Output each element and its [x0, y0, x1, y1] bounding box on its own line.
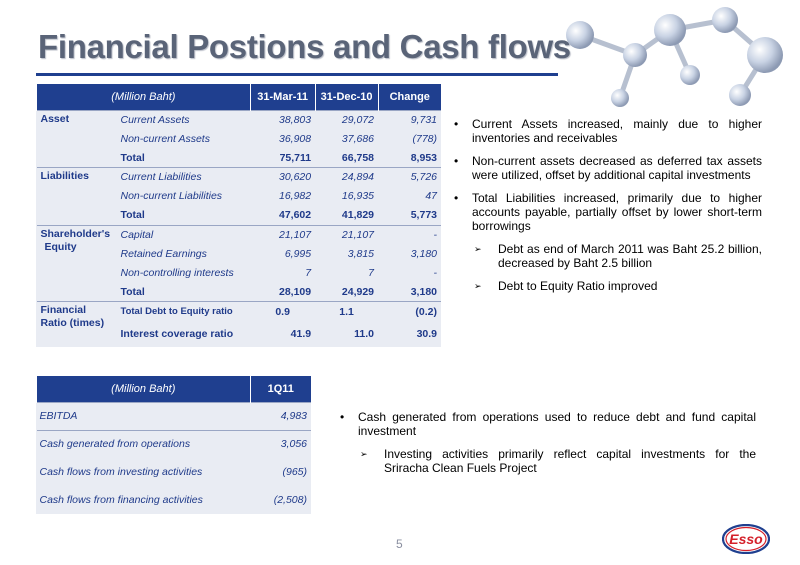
row-label: Interest coverage ratio — [120, 328, 234, 341]
cell-value: 8,953 — [410, 151, 437, 164]
row-label: Cash flows from investing activities — [39, 466, 203, 478]
row-label: Non-controlling interests — [120, 267, 234, 280]
cell-value: 21,107 — [315, 225, 378, 244]
sub-bullet-item: ➢ Debt to Equity Ratio improved — [474, 279, 658, 293]
cell-value: (965) — [282, 466, 307, 478]
cell-value: - — [433, 267, 437, 280]
cell-value: 36,908 — [278, 132, 312, 145]
sub-bullet-item: ➢ Investing activities primarily reflect capital investments for the Sriracha Clean Fuels Project — [360, 447, 756, 475]
arrow-bullet-icon: ➢ — [474, 281, 482, 291]
cell-value: 24,894 — [315, 168, 378, 187]
cell-value: 16,982 — [278, 190, 312, 203]
bullet-icon: • — [454, 154, 459, 168]
cell-value: 11.0 — [354, 328, 375, 341]
cell-value: (2,508) — [273, 494, 307, 506]
cash-flow-notes — [338, 410, 756, 484]
column-header: 31-Mar-11 — [250, 84, 315, 110]
row-label: Capital — [116, 225, 250, 244]
financial-position-notes — [452, 117, 762, 302]
cash-flow-table — [36, 376, 311, 514]
table-row — [37, 225, 442, 244]
column-header: (Million Baht) — [37, 376, 251, 402]
page-number: 5 — [396, 537, 403, 551]
table-row — [37, 302, 442, 321]
cell-value: 0.9 — [250, 302, 315, 321]
table-row — [37, 430, 312, 458]
row-label: Current Assets — [116, 110, 250, 129]
arrow-bullet-icon: ➢ — [474, 244, 482, 254]
cell-value: (778) — [412, 132, 437, 145]
cell-value: 21,107 — [250, 225, 315, 244]
cell-value: 1.1 — [315, 302, 378, 321]
molecule-graphic — [550, 0, 800, 115]
bullet-item: • Non-current assets decreased as deferred tax assets were utilized, offset by additional capital investments — [454, 154, 762, 182]
row-label: Cash flows from financing activities — [39, 494, 203, 506]
table-row — [37, 110, 442, 129]
column-header: (Million Baht) — [37, 84, 251, 110]
cell-value: 30.9 — [416, 328, 437, 341]
row-label: Total — [120, 151, 145, 164]
cell-value: 41,829 — [341, 209, 375, 222]
cell-value: 4,983 — [250, 402, 311, 430]
cell-value: 29,072 — [315, 110, 378, 129]
cell-value: 7 — [368, 267, 375, 280]
bullet-item: • Total Liabilities increased, primarily due to higher accounts payable, partially offset by lower short-term borrowings — [454, 191, 762, 233]
bullet-icon: • — [454, 191, 459, 205]
cell-value: 37,686 — [341, 132, 375, 145]
row-label: Non-current Assets — [120, 132, 210, 145]
cell-value: 41.9 — [290, 328, 312, 341]
table-row — [37, 402, 312, 430]
cell-value: 3,180 — [410, 247, 437, 260]
cell-value: 47,602 — [278, 209, 312, 222]
financial-position-table — [36, 84, 441, 347]
column-header: Change — [378, 84, 441, 110]
cell-value: 24,929 — [341, 286, 375, 299]
row-label: Total — [120, 286, 145, 299]
bullet-item: • Current Assets increased, mainly due to higher inventories and receivables — [454, 117, 762, 145]
column-header: 31-Dec-10 — [315, 84, 378, 110]
cell-value: 5,773 — [410, 209, 437, 222]
cell-value: 3,180 — [410, 286, 437, 299]
cell-value: 3,056 — [250, 430, 311, 458]
category-label: Asset — [37, 110, 117, 168]
bullet-item: • Cash generated from operations used to reduce debt and fund capital investment — [340, 410, 756, 438]
esso-logo — [722, 524, 770, 554]
row-label: Cash generated from operations — [37, 430, 251, 458]
row-label: Non-current Liabilities — [120, 190, 223, 203]
category-label: Shareholder's Equity — [37, 225, 117, 302]
cell-value: 7 — [305, 267, 312, 280]
cell-value: 6,995 — [284, 247, 312, 260]
table-row — [37, 458, 312, 486]
cell-value: 16,935 — [341, 190, 375, 203]
cell-value: 38,803 — [250, 110, 315, 129]
cell-value: 9,731 — [378, 110, 441, 129]
bullet-icon: • — [340, 410, 345, 424]
sub-bullet-item: ➢ Debt as end of March 2011 was Baht 25.2 billion, decreased by Baht 2.5 billion — [474, 242, 762, 270]
arrow-bullet-icon: ➢ — [360, 449, 368, 459]
table-header-row — [37, 376, 312, 402]
category-label: Financial Ratio (times) — [37, 302, 117, 347]
cell-value: 3,815 — [347, 247, 375, 260]
cell-value: 47 — [425, 190, 437, 203]
row-label: Total — [120, 209, 145, 222]
cell-value: 75,711 — [279, 151, 312, 164]
slide-title: Financial Postions and Cash flows — [38, 28, 571, 65]
bullet-icon: • — [454, 117, 459, 131]
table-row — [37, 168, 442, 187]
cell-value: (0.2) — [378, 302, 441, 321]
table-header-row — [37, 84, 442, 110]
cell-value: 5,726 — [378, 168, 441, 187]
row-label: Total Debt to Equity ratio — [116, 302, 250, 321]
column-header: 1Q11 — [250, 376, 311, 402]
row-label: EBITDA — [37, 402, 251, 430]
table-row — [37, 486, 312, 514]
cell-value: 66,758 — [341, 151, 375, 164]
title-underline — [36, 73, 558, 76]
logo-text: Esso — [729, 531, 763, 547]
cell-value: 30,620 — [250, 168, 315, 187]
cell-value: 28,109 — [278, 286, 312, 299]
row-label: Current Liabilities — [116, 168, 250, 187]
row-label: Retained Earnings — [120, 247, 207, 260]
cell-value: - — [378, 225, 441, 244]
category-label: Liabilities — [37, 168, 117, 226]
